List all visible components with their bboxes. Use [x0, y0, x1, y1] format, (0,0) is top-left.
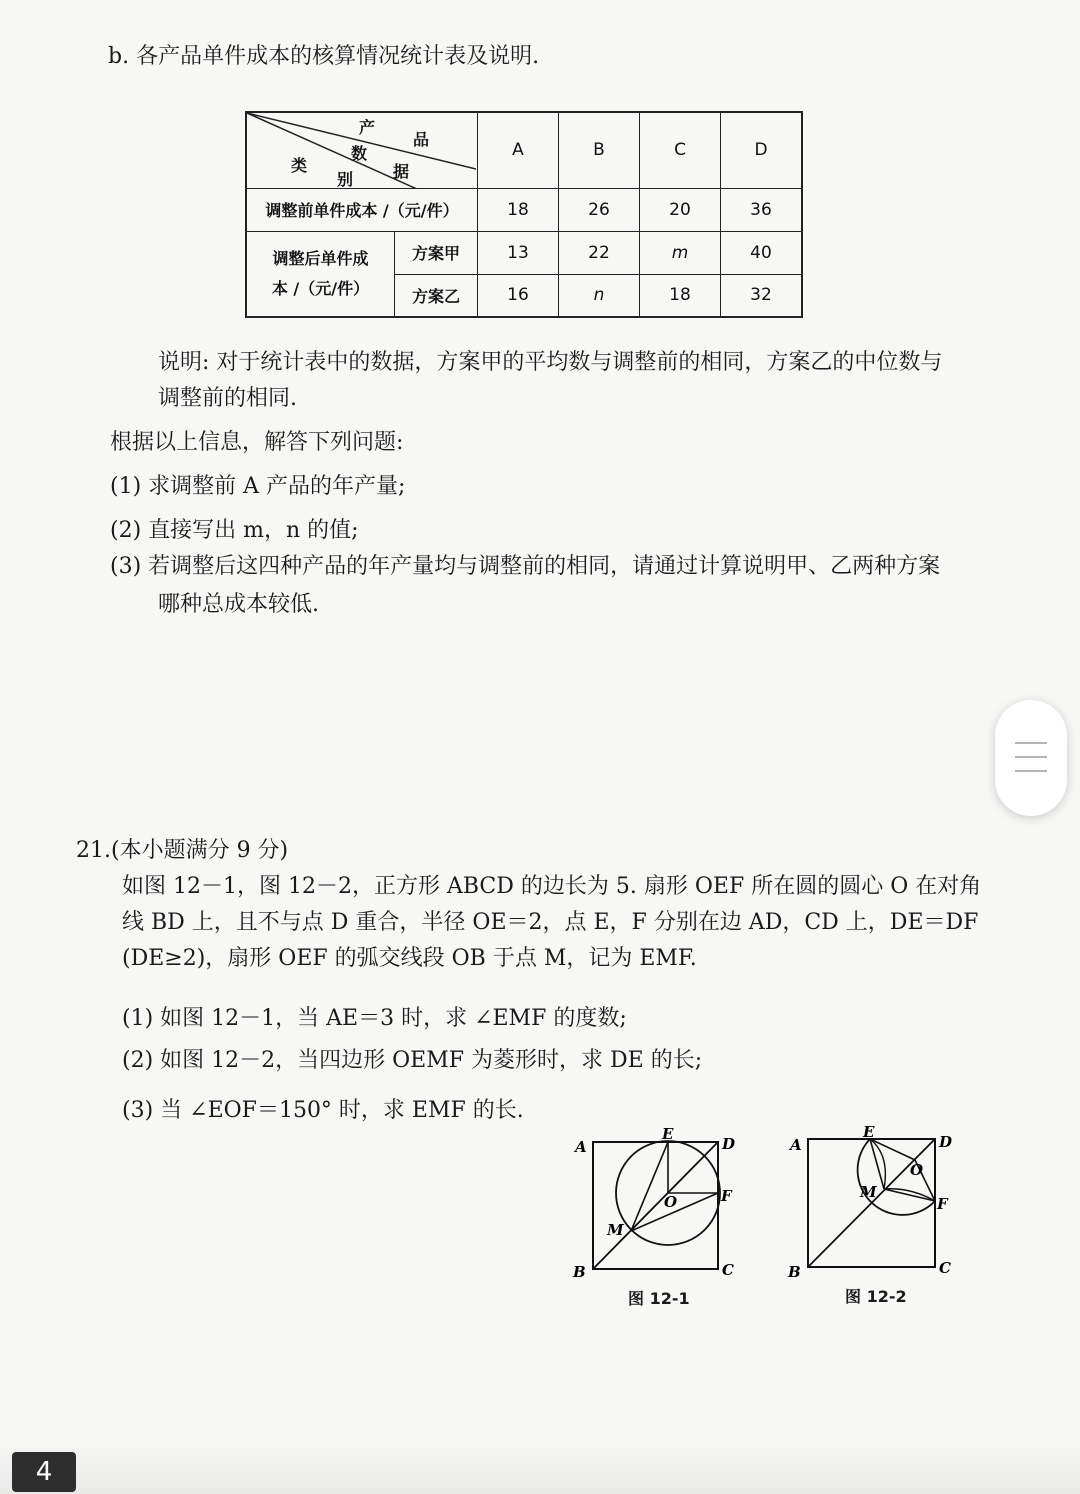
figure-12-1: [565, 1125, 745, 1290]
question-1: (1) 求调整前 A 产品的年产量;: [110, 474, 406, 499]
figure-12-2-caption: 图 12-2: [845, 1287, 907, 1306]
fig2-label-e: E: [863, 1125, 875, 1141]
cell-plan-b-b: n: [559, 274, 640, 317]
fig1-label-a: A: [575, 1138, 587, 1156]
cell-before-d: 36: [721, 188, 803, 231]
problem-21-line-2: 线 BD 上，且不与点 D 重合，半径 OE＝2，点 E，F 分别在边 AD，CD 上，DE＝DF: [122, 910, 979, 935]
problem-21-header: 21.(本小题满分 9 分): [76, 838, 289, 863]
row-after-label-line2: 本 /（元/件）: [271, 278, 370, 298]
plan-b-label: 方案乙: [395, 274, 478, 317]
scroll-menu-button[interactable]: [995, 700, 1067, 816]
fig2-label-a: A: [790, 1136, 802, 1154]
section-b-title: b. 各产品单件成本的核算情况统计表及说明.: [108, 44, 540, 69]
cell-plan-a-d: 40: [721, 231, 803, 274]
fig2-segment-oe: [870, 1139, 915, 1160]
problem-21-line-3: (DE≥2)，扇形 OEF 的弧交线段 OB 于点 M，记为 EMF.: [122, 946, 697, 971]
fig1-label-e: E: [662, 1125, 674, 1143]
cell-plan-a-c: m: [640, 231, 721, 274]
plan-a-label: 方案甲: [395, 231, 478, 274]
corner-label-product2: 品: [413, 130, 430, 149]
cell-plan-b-a: 16: [478, 274, 559, 317]
fig1-label-f: F: [721, 1187, 732, 1205]
row-after-label-line1: 调整后单件成: [272, 248, 369, 268]
note-line-2: 调整前的相同.: [158, 386, 297, 411]
fig2-label-f: F: [937, 1195, 948, 1213]
fig2-label-m: M: [860, 1183, 877, 1201]
fig2-label-b: B: [788, 1263, 801, 1281]
problem-21-question-3: (3) 当 ∠EOF＝150° 时，求 EMF 的长.: [122, 1098, 524, 1123]
col-header-c: C: [640, 112, 721, 188]
menu-line-icon: [1015, 770, 1047, 772]
fig1-label-o: O: [664, 1193, 678, 1211]
figure-12-2: [780, 1125, 965, 1290]
cell-plan-a-a: 13: [478, 231, 559, 274]
fig1-label-d: D: [722, 1135, 736, 1153]
cell-plan-a-b: 22: [559, 231, 640, 274]
question-3-line-1: (3) 若调整后这四种产品的年产量均与调整前的相同，请通过计算说明甲、乙两种方案: [110, 554, 941, 579]
problem-21-question-1: (1) 如图 12－1，当 AE＝3 时，求 ∠EMF 的度数;: [122, 1006, 627, 1031]
col-header-d: D: [721, 112, 803, 188]
question-2: (2) 直接写出 m，n 的值;: [110, 518, 359, 543]
note-line-1: 说明: 对于统计表中的数据，方案甲的平均数与调整前的相同，方案乙的中位数与: [158, 350, 943, 375]
menu-line-icon: [1015, 742, 1047, 744]
col-header-b: B: [559, 112, 640, 188]
row-after-label: [246, 231, 395, 317]
cell-plan-b-d: 32: [721, 274, 803, 317]
corner-label-data2: 据: [393, 162, 410, 181]
corner-label-category2: 别: [337, 170, 354, 189]
fig2-label-o: O: [910, 1161, 924, 1179]
table-corner-header: [246, 112, 478, 188]
page-number-badge[interactable]: 4: [12, 1452, 76, 1492]
fig1-label-m: M: [607, 1221, 624, 1239]
cell-before-c: 20: [640, 188, 721, 231]
corner-label-category: 类: [291, 156, 308, 175]
row-before-label: 调整前单件成本 /（元/件）: [246, 188, 478, 231]
figure-12-1-caption: 图 12-1: [628, 1289, 690, 1308]
col-header-a: A: [478, 112, 559, 188]
corner-label-data: 数: [351, 144, 368, 163]
cell-before-b: 26: [559, 188, 640, 231]
cell-plan-b-c: 18: [640, 274, 721, 317]
menu-line-icon: [1015, 756, 1047, 758]
problem-21-question-2: (2) 如图 12－2，当四边形 OEMF 为菱形时，求 DE 的长;: [122, 1048, 703, 1073]
fig1-label-b: B: [573, 1263, 586, 1281]
problem-21-line-1: 如图 12－1，图 12－2，正方形 ABCD 的边长为 5. 扇形 OEF 所在圆的圆心 O 在对角: [122, 874, 982, 899]
questions-intro: 根据以上信息，解答下列问题:: [110, 430, 404, 455]
bottom-bar: [0, 1440, 1080, 1494]
fig1-diagonal-bd: [593, 1142, 718, 1269]
fig2-label-c: C: [939, 1259, 951, 1277]
corner-label-product: 产: [359, 118, 376, 137]
cell-before-a: 18: [478, 188, 559, 231]
fig1-label-c: C: [722, 1261, 734, 1279]
fig2-label-d: D: [939, 1133, 953, 1151]
question-3-line-2: 哪种总成本较低.: [158, 592, 319, 617]
cost-table: [245, 111, 803, 318]
